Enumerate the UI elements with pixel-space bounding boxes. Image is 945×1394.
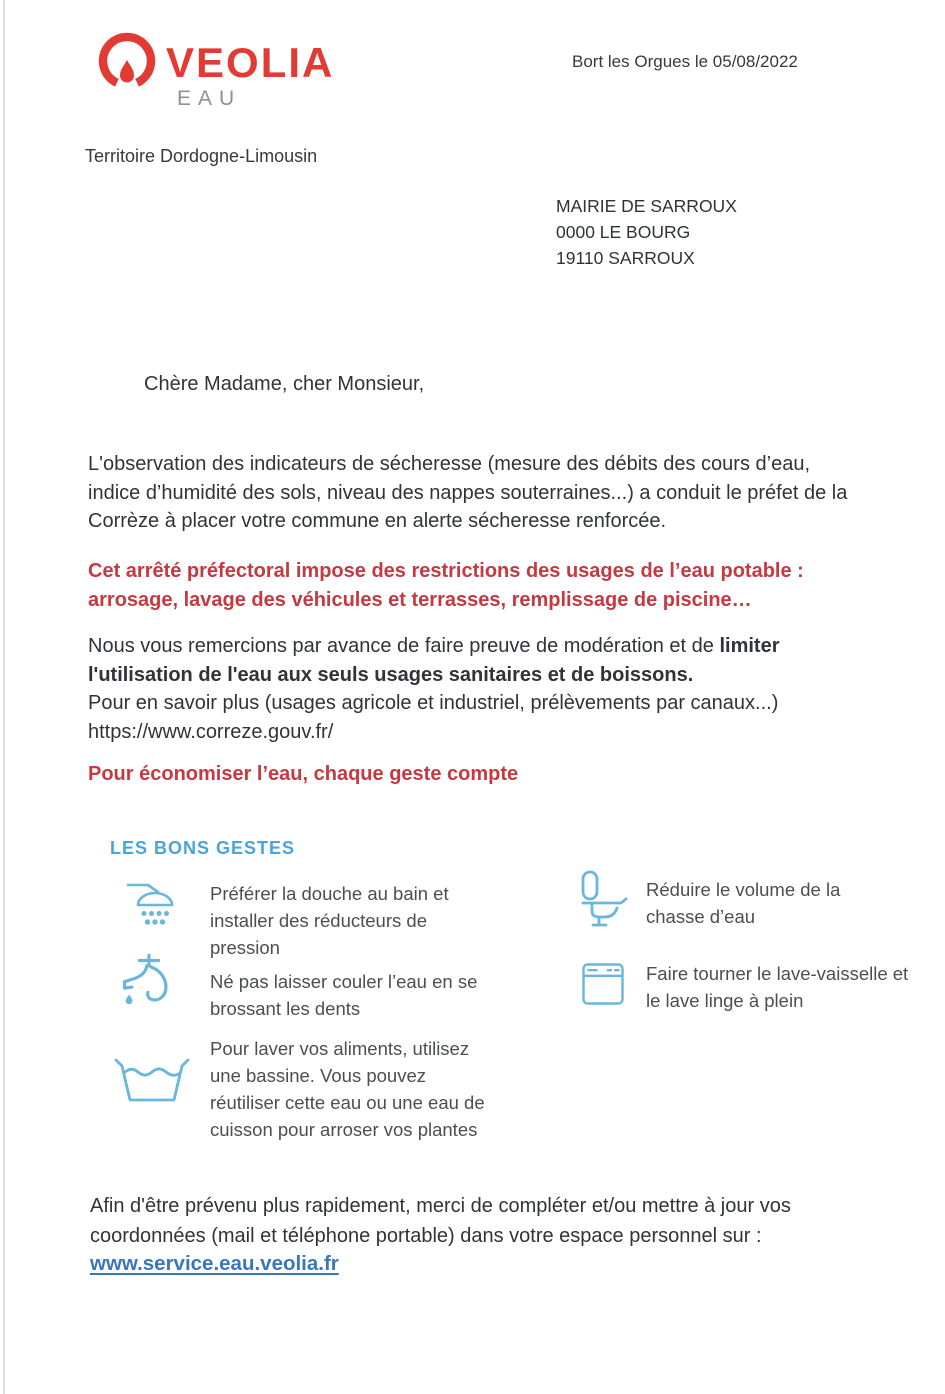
faucet-icon bbox=[116, 952, 184, 1020]
recipient-street: 0000 LE BOURG bbox=[556, 222, 691, 242]
brand-division: EAU bbox=[177, 87, 242, 110]
moderation-paragraph bbox=[88, 632, 780, 746]
footer-line: Afin d'être prévenu plus rapidement, merci de compléter et/ou mettre à jour vos bbox=[90, 1195, 791, 1217]
intro-line: Corrèze à placer votre commune en alerte sécheresse renforcée. bbox=[88, 510, 667, 532]
geste-text: Faire tourner le lave-vaisselle et le lave linge à plein bbox=[646, 963, 909, 1011]
moderation-line-2: l'utilisation de l'eau aux seuls usages sanitaires et de boissons. bbox=[88, 663, 694, 686]
recipient-city: 19110 SARROUX bbox=[556, 248, 695, 268]
veolia-logo-icon bbox=[95, 31, 159, 95]
geste-item-faucet bbox=[210, 968, 510, 1022]
recipient-name: MAIRIE DE SARROUX bbox=[556, 196, 737, 216]
scan-edge-line bbox=[3, 0, 5, 1394]
intro-line: indice d’humidité des sols, niveau des nappes souterraines...) a conduit le préfet de la bbox=[88, 481, 848, 504]
recipient-address bbox=[556, 193, 737, 271]
moderation-line-1 bbox=[88, 632, 780, 661]
footer-line: coordonnées (mail et téléphone portable) dans votre espace personnel sur : bbox=[90, 1224, 762, 1247]
geste-text: Né pas laisser couler l’eau en se brossant les dents bbox=[210, 971, 478, 1019]
more-info-line: Pour en savoir plus (usages agricole et industriel, prélèvements par canaux...) bbox=[88, 692, 779, 714]
basin-icon bbox=[114, 1056, 190, 1108]
intro-line: L'observation des indicateurs de sécheresse (mesure des débits des cours d’eau, bbox=[88, 453, 811, 475]
dishwasher-icon bbox=[577, 957, 629, 1011]
moderation-normal: Nous vous remercions par avance de faire preuve de modération et de bbox=[88, 635, 720, 657]
footer-paragraph bbox=[90, 1192, 791, 1251]
gestes-heading: LES BONS GESTES bbox=[110, 838, 296, 858]
geste-text: Pour laver vos aliments, utilisez une bassine. Vous pouvez réutiliser cette eau ou une eau de cuisson pour arroser vos plantes bbox=[210, 1038, 485, 1140]
geste-item-dishwasher bbox=[646, 960, 926, 1014]
veolia-site-link[interactable]: www.service.eau.veolia.fr bbox=[90, 1252, 339, 1275]
slogan: Pour économiser l’eau, chaque geste compte bbox=[88, 763, 519, 785]
salutation: Chère Madame, cher Monsieur, bbox=[144, 373, 425, 395]
intro-paragraph bbox=[88, 450, 847, 536]
prefecture-url-link[interactable]: https://www.correze.gouv.fr/ bbox=[88, 720, 334, 743]
alert-paragraph bbox=[88, 557, 804, 615]
geste-item-toilet bbox=[646, 876, 861, 930]
shower-icon bbox=[122, 876, 186, 934]
alert-line: Cet arrêté préfectoral impose des restrictions des usages de l’eau potable : bbox=[88, 560, 804, 582]
geste-text: Préférer la douche au bain et installer des réducteurs de pression bbox=[210, 883, 449, 958]
brand-wordmark: VEOLIA bbox=[166, 39, 335, 86]
dateline: Bort les Orgues le 05/08/2022 bbox=[572, 52, 798, 71]
alert-line: arrosage, lavage des véhicules et terrasses, remplissage de piscine… bbox=[88, 589, 752, 611]
moderation-bold-start: limiter bbox=[719, 635, 780, 657]
geste-item-basin bbox=[210, 1035, 495, 1143]
toilet-icon bbox=[568, 866, 632, 932]
geste-text: Réduire le volume de la chasse d’eau bbox=[646, 879, 841, 927]
geste-item-shower bbox=[210, 880, 475, 961]
territory-line: Territoire Dordogne-Limousin bbox=[85, 146, 318, 166]
